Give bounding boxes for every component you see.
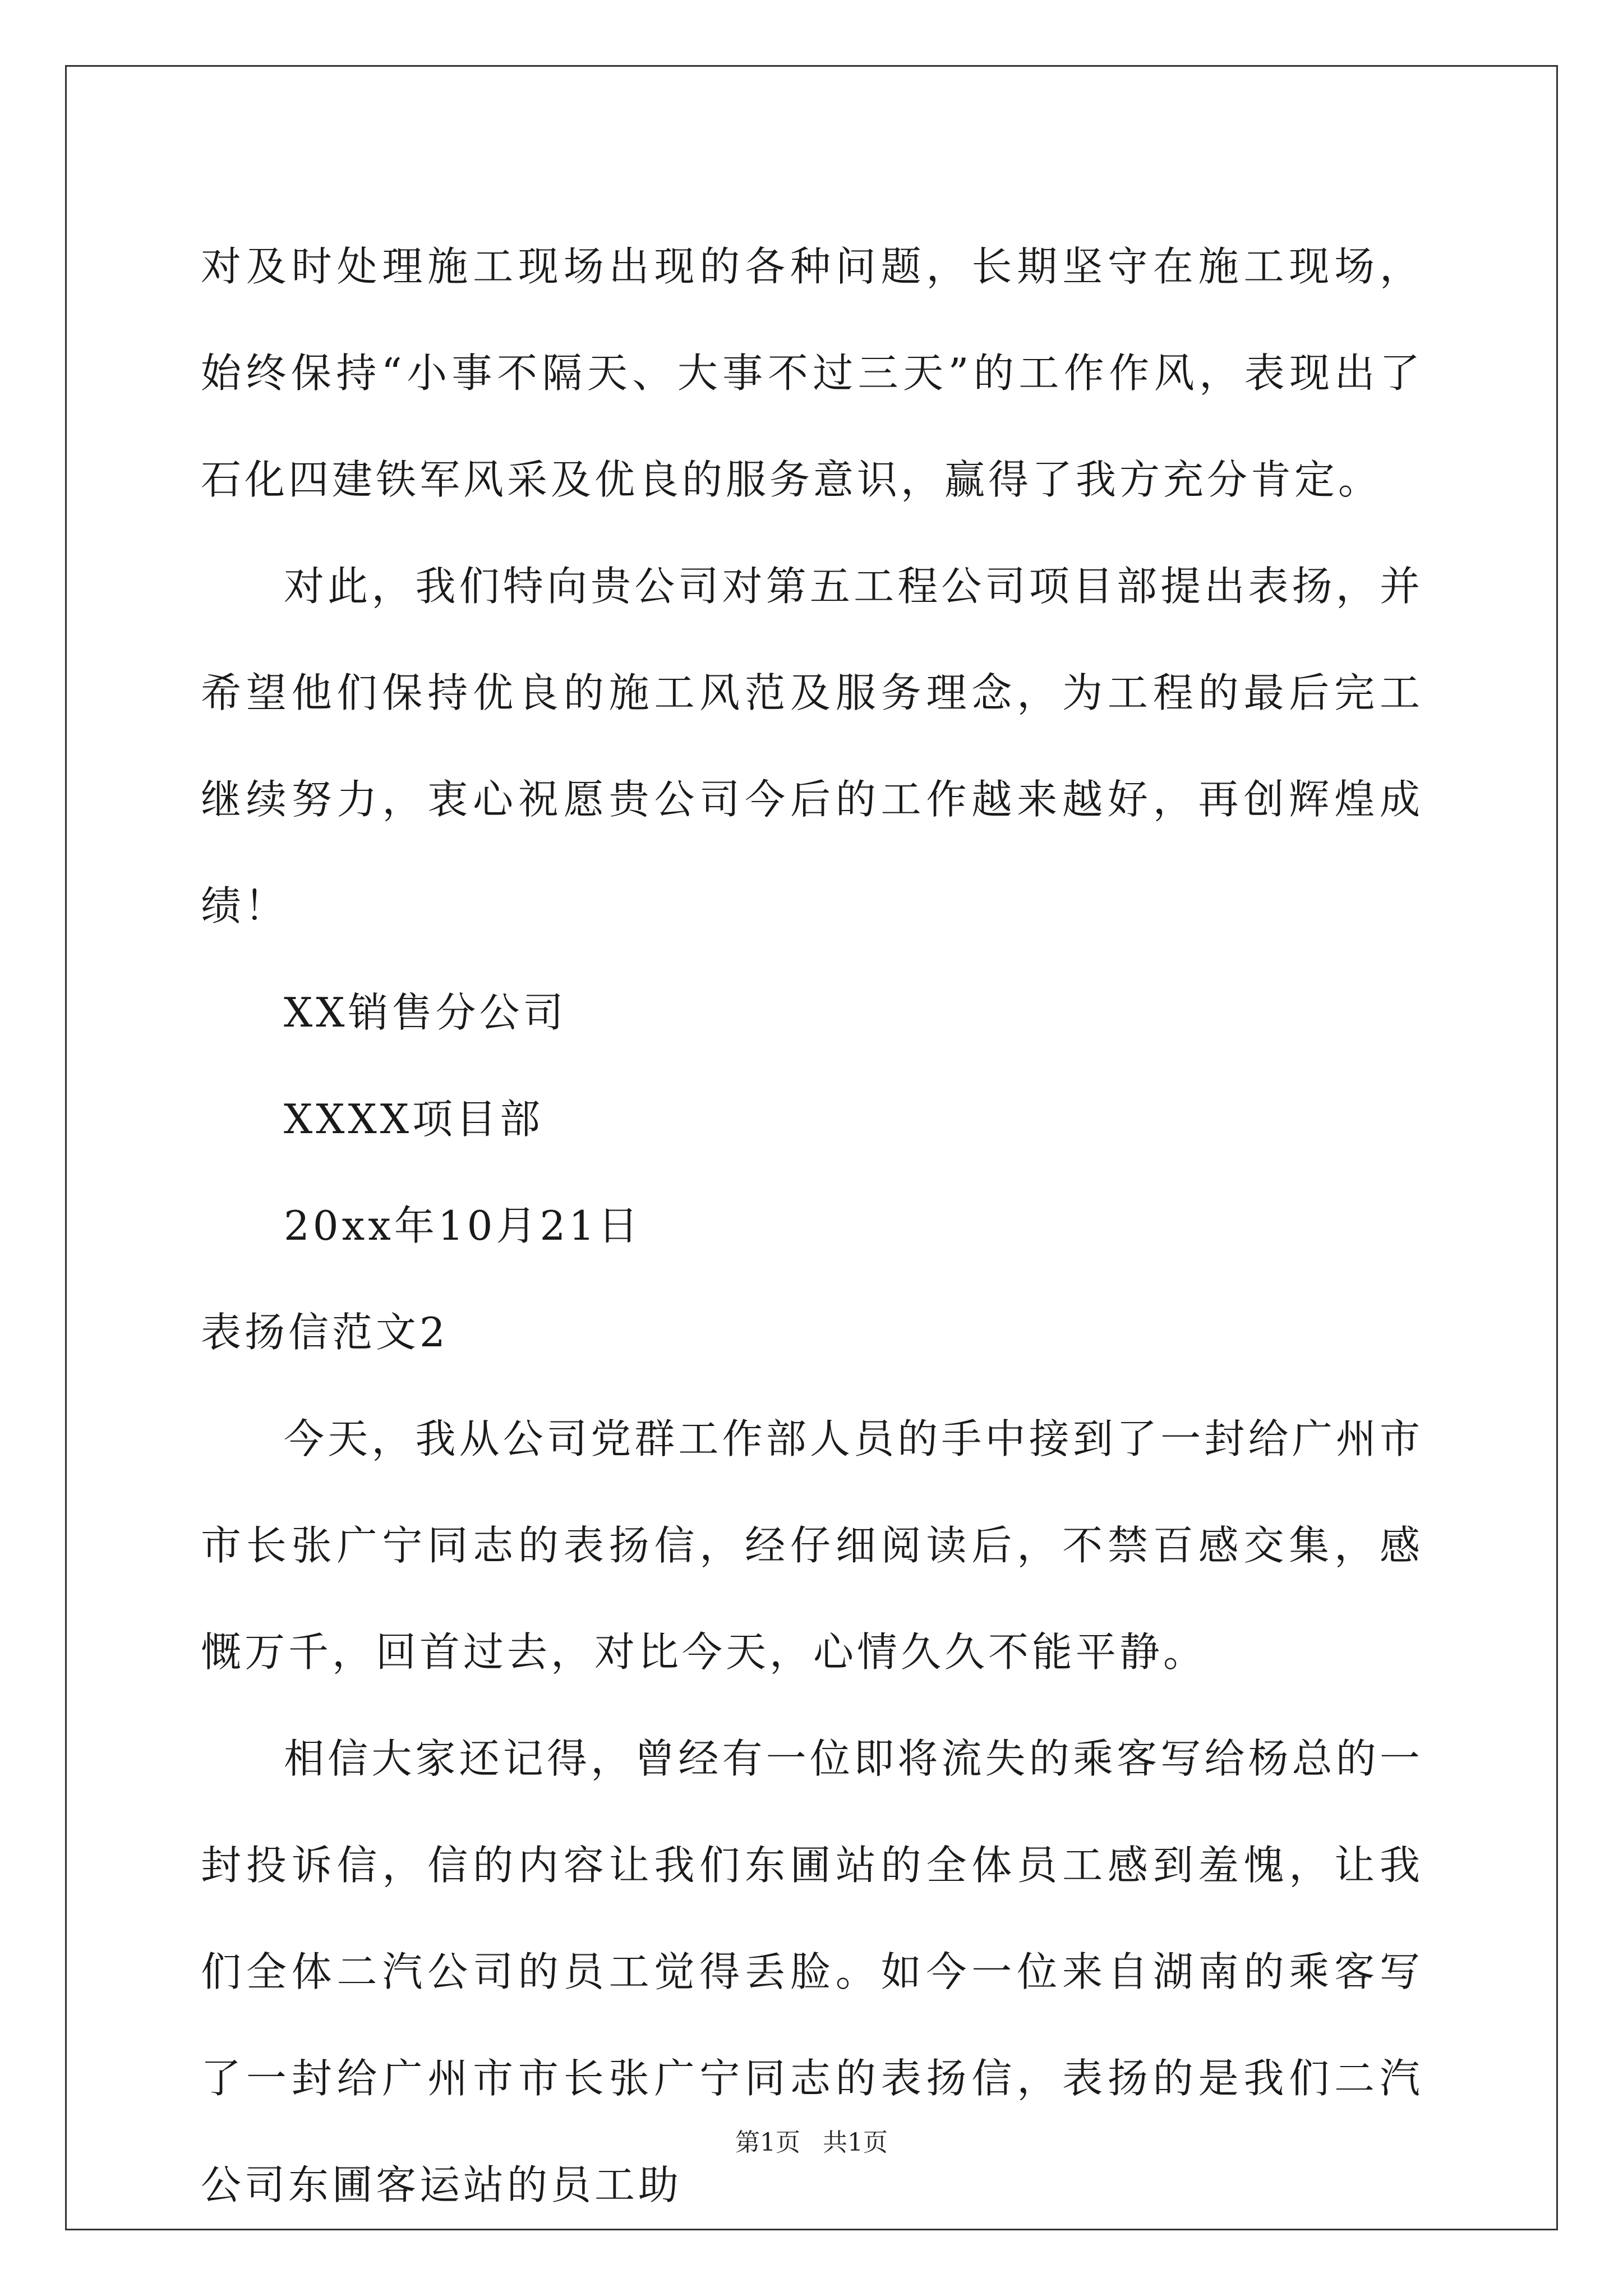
paragraph-received-letter: 今天，我从公司党群工作部人员的手中接到了一封给广州市市长张广宁同志的表扬信，经仔细阅读后，不禁百感交集，感慨万千，回首过去，对比今天，心情久久不能平静。: [201, 1415, 1423, 1676]
page-footer: [0, 2126, 1623, 2160]
signature-date: 20xx年10月21日: [284, 1202, 642, 1249]
paragraph-praise-continuation: 对及时处理施工现场出现的各种问题，长期坚守在施工现场，始终保持“小事不隔天、大事不过三天”的工作作风，表现出了石化四建铁军风采及优良的服务意识，赢得了我方充分肯定。: [201, 243, 1423, 503]
signature-department: XXXX项目部: [284, 1096, 544, 1143]
paragraph-recollection: 相信大家还记得，曾经有一位即将流失的乘客写给杨总的一封投诉信，信的内容让我们东圃站的全体员工感到羞愧，让我们全体二汽公司的员工觉得丢脸。如今一位来自湖南的乘客写了一封给广州市市长张广宁同志的表扬信，表扬的是我们二汽公司东圃客运站的员工助: [201, 1735, 1423, 2208]
section-heading: 表扬信范文2: [201, 1309, 449, 1356]
total-pages: 共1页: [823, 2128, 888, 2157]
page-number: 第1页: [735, 2128, 800, 2157]
paragraph-commendation: 对此，我们特向贵公司对第五工程公司项目部提出表扬，并希望他们保持优良的施工风范及服务理念，为工程的最后完工继续努力，衷心祝愿贵公司今后的工作越来越好，再创辉煌成绩！: [201, 563, 1423, 930]
document-body: [201, 213, 1423, 2238]
signature-company: XX销售分公司: [284, 989, 567, 1036]
